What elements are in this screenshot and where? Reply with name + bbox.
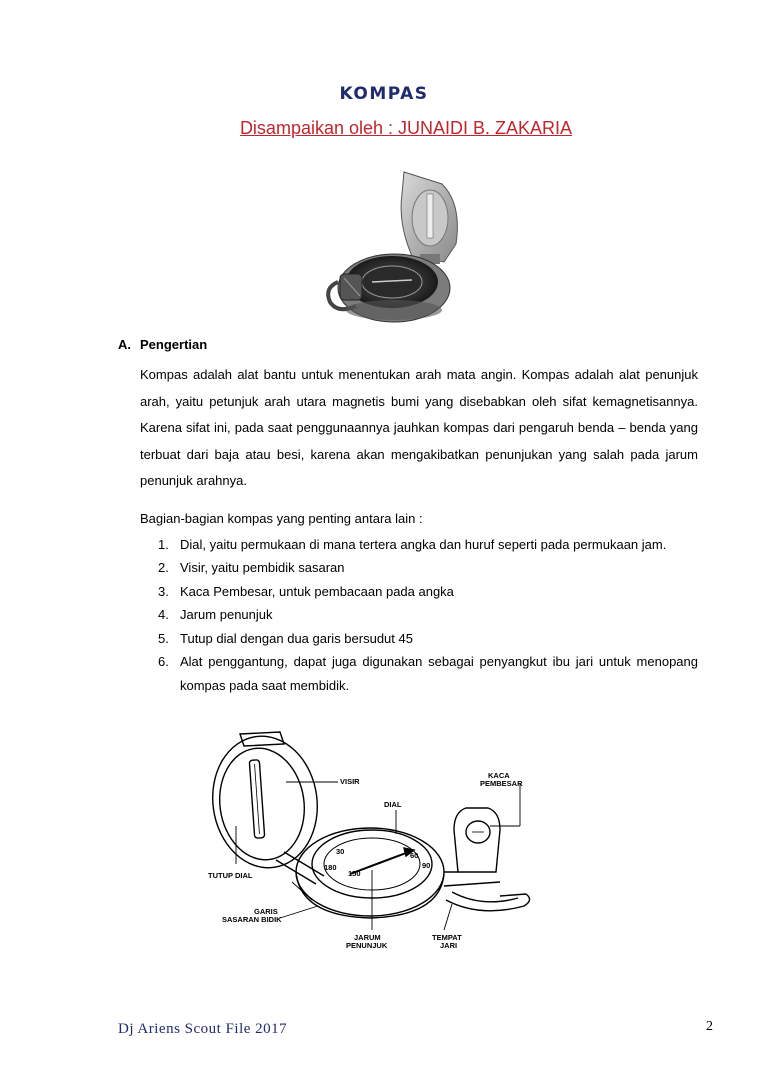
section-heading — [118, 337, 698, 352]
label-tempat: TEMPAT — [432, 933, 462, 942]
label-jari: JARI — [440, 941, 458, 950]
list-item: 6. Alat penggantung, dapat juga digunakan sebagai penyangkut ibu jari untuk menopang kompas pada saat membidik. — [158, 654, 698, 693]
parts-list — [158, 533, 698, 698]
page-number: 2 — [706, 1019, 713, 1034]
dial-number: 180 — [324, 863, 337, 872]
label-sasaran-bidik: SASARAN BIDIK — [222, 915, 282, 924]
dial-number: 30 — [336, 847, 345, 856]
label-pembesar: PEMBESAR — [480, 779, 523, 788]
list-item: 1. Dial, yaitu permukaan di mana tertera angka dan huruf seperti pada permukaan jam. — [158, 536, 667, 552]
author-line: Disampaikan oleh : JUNAIDI B. ZAKARIA — [239, 118, 573, 138]
label-garis: GARIS — [254, 907, 278, 916]
compass-diagram — [200, 722, 546, 958]
dial-number: 150 — [348, 869, 361, 878]
page-title: KOMPAS — [339, 84, 429, 104]
label-visir: VISIR — [340, 777, 360, 786]
list-item: 2. Visir, yaitu pembidik sasaran — [158, 560, 345, 575]
label-kaca: KACA — [488, 771, 510, 780]
list-item: 3. Kaca Pembesar, untuk pembacaan pada angka — [158, 583, 454, 599]
footer-text: Dj Ariens Scout File 2017 — [118, 1021, 288, 1037]
list-intro: Bagian-bagian kompas yang penting antara lain : — [140, 510, 423, 526]
section-pengertian — [118, 337, 698, 697]
label-dial: DIAL — [384, 800, 402, 809]
list-item: 5. Tutup dial dengan dua garis bersudut 45 — [158, 630, 413, 646]
list-item: 4. Jarum penunjuk — [158, 607, 273, 622]
section-title: Pengertian — [140, 337, 208, 352]
label-jarum: JARUM — [354, 933, 381, 942]
dial-number: 90 — [422, 861, 431, 870]
section-letter: A. — [118, 337, 131, 352]
label-penunjuk: PENUNJUK — [346, 941, 388, 950]
definition-paragraph: Kompas adalah alat bantu untuk menentukan arah mata angin. Kompas adalah alat penunjuk arah, yaitu petunjuk arah utara magnetis bumi yang disebabkan oleh sifat kemagnetisannya. Karena sifat ini, pada saat penggunaannya jauhkan kompas dari pengaruh benda – benda yang terbuat dari baja atau besi, karena akan mengakibatkan penunjukan yang salah pada jarum penunjuk arahnya. — [140, 367, 698, 488]
compass-photo — [316, 164, 466, 330]
label-tutup-dial: TUTUP DIAL — [208, 871, 253, 880]
dial-number: 60 — [410, 851, 419, 860]
